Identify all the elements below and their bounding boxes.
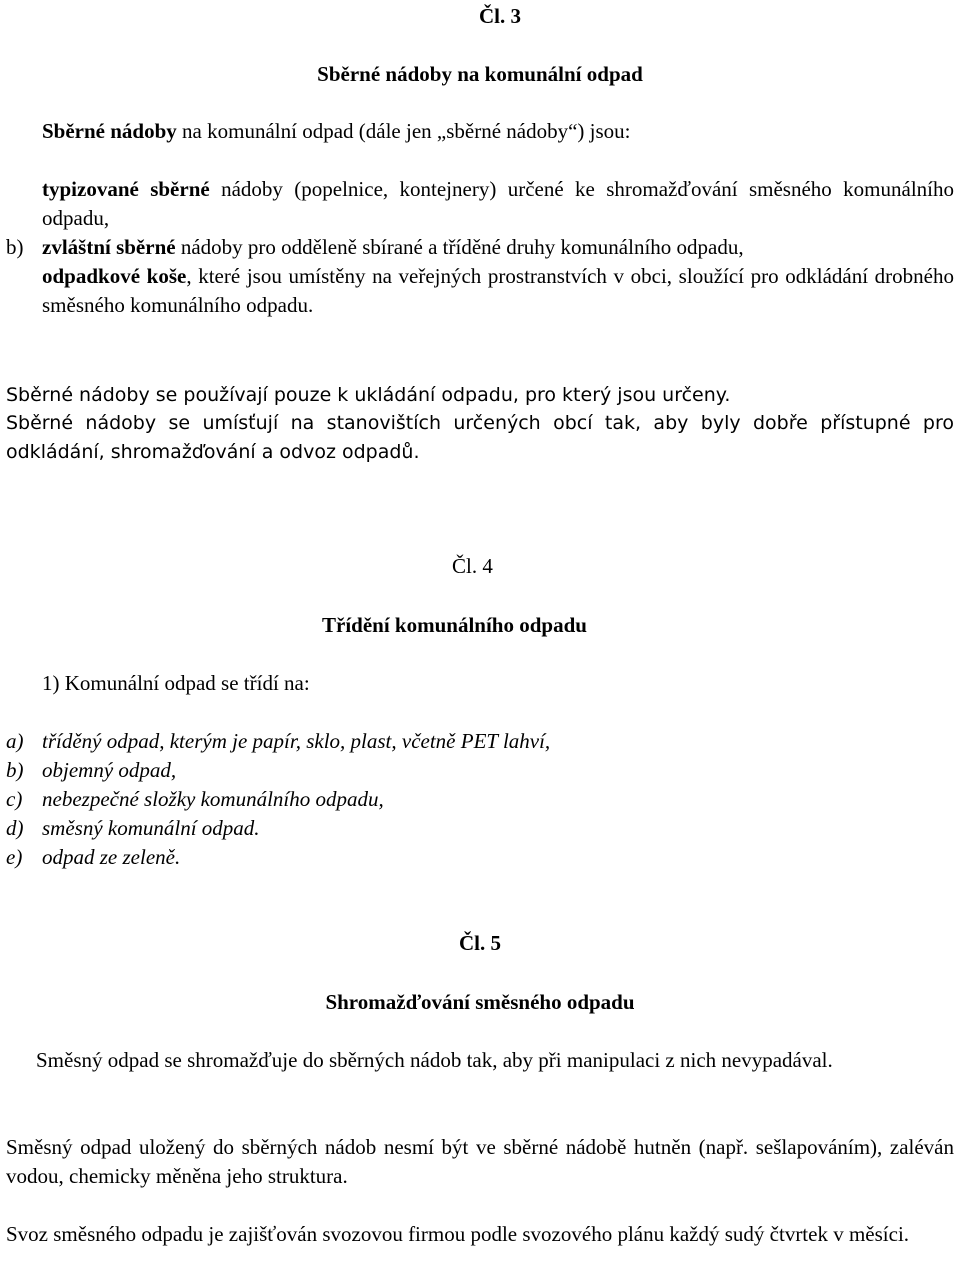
article-3-paragraph-1: Sběrné nádoby se používají pouze k ukládání odpadu, pro který jsou určeny.: [6, 384, 731, 406]
article-3-item-c: [6, 262, 954, 320]
article-4-number: Čl. 4: [452, 554, 493, 578]
article-5-paragraph-3: Svoz směsného odpadu je zajišťován svozovou firmou podle svozového plánu každý sudý čtvrtek v měsíci.: [6, 1222, 910, 1246]
item-text: směsný komunální odpad.: [42, 816, 260, 840]
article-4-item-d: [6, 814, 260, 843]
item-label: e): [6, 845, 23, 869]
item-label: [6, 262, 42, 291]
item-label: b): [6, 758, 24, 782]
item-text: nádoby pro odděleně sbírané a tříděné druhy komunálního odpadu,: [175, 235, 744, 259]
article-4-title: Třídění komunálního odpadu: [322, 613, 587, 637]
article-3-intro: [42, 117, 631, 146]
item-label: c): [6, 787, 23, 811]
article-4-item-a: [6, 727, 550, 756]
item-bold: typizované sběrné: [42, 177, 210, 201]
article-4-item-e: [6, 843, 180, 872]
item-text: odpad ze zeleně.: [42, 845, 181, 869]
article-3-item-b: [6, 233, 744, 262]
article-3-paragraph-2: Sběrné nádoby se umísťují na stanovištích určených obcí tak, aby byly dobře přístupné pro odkládání, shromažďování a odvoz odpadů.: [6, 412, 954, 463]
item-text: tříděný odpad, kterým je papír, sklo, plast, včetně PET lahví,: [42, 729, 551, 753]
item-text: nebezpečné složky komunálního odpadu,: [42, 787, 384, 811]
article-3-intro-rest: na komunální odpad (dále jen „sběrné nádoby“) jsou:: [176, 119, 631, 143]
item-bold: odpadkové koše: [42, 264, 187, 288]
item-label: [6, 175, 42, 204]
article-4-subtitle: 1) Komunální odpad se třídí na:: [42, 671, 310, 695]
item-label: b): [6, 235, 24, 259]
article-4-item-c: [6, 785, 384, 814]
item-label: d): [6, 816, 24, 840]
item-text: nádoby (popelnice, kontejnery) určené ke shromažďování směsného komunálního odpadu,: [42, 177, 954, 230]
article-3-intro-bold: Sběrné nádoby: [42, 119, 177, 143]
item-text: objemný odpad,: [42, 758, 177, 782]
article-3-item-a: [6, 175, 954, 233]
article-5-paragraph-1: Směsný odpad se shromažďuje do sběrných nádob tak, aby při manipulaci z nich nevypadával.: [36, 1048, 833, 1072]
item-label: a): [6, 729, 24, 753]
article-5-number: Čl. 5: [459, 931, 501, 955]
article-3-title: Sběrné nádoby na komunální odpad: [317, 62, 643, 86]
item-text: , které jsou umístěny na veřejných prostranstvích v obci, sloužící pro odkládání drobného směsného komunálního odpadu.: [42, 264, 954, 317]
article-4-item-b: [6, 756, 176, 785]
article-5-paragraph-2: Směsný odpad uložený do sběrných nádob nesmí být ve sběrné nádobě hutněn (např. sešlapováním), zaléván vodou, chemicky měněna jeho struktura.: [6, 1135, 954, 1188]
article-3-number: Čl. 3: [479, 4, 521, 28]
item-bold: zvláštní sběrné: [42, 235, 176, 259]
article-5-title: Shromažďování směsného odpadu: [325, 990, 635, 1014]
